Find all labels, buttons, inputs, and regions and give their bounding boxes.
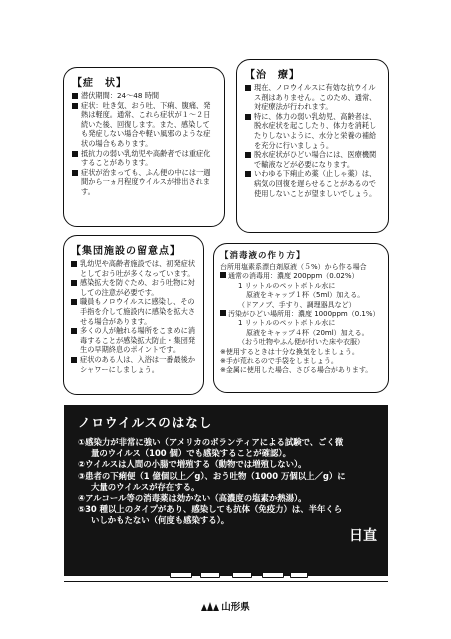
- board-signature: 日直: [349, 528, 377, 544]
- treatment-item: 現在、ノロウイルスに有効な抗ウイルス剤はありません。このため、通常、対症療法が行われます。: [245, 83, 380, 112]
- board-item: ④アルコール等の消毒薬は効かない（高濃度の塩素か熱湯）。: [78, 493, 307, 504]
- chalk-icon: [290, 572, 308, 578]
- treatment-item: いわゆる下痢止め薬（止しゃ薬）は、病気の回復を遅らせることがあるので使用しないことが望ましいでしょう。: [245, 169, 380, 198]
- facility-title: 【集団施設の留意点】: [71, 246, 181, 257]
- facility-item: 多くの人が触れる場所をこまめに消毒することが感染拡大防止・集団発生の早期終息のポイントです。: [71, 326, 196, 355]
- disinfectant-box: [213, 243, 389, 393]
- board-item: ②ウイルスは人間の小腸で増殖する（動物では増殖しない）。: [78, 459, 307, 470]
- treatment-title: 【治 療】: [245, 70, 300, 81]
- chalk-ledge: [64, 575, 388, 582]
- symptoms-item: 抵抗力の弱い乳幼児や高齢者では重症化することがあります。: [72, 149, 216, 168]
- symptoms-list: [72, 91, 216, 197]
- facility-item: 乳幼児や高齢者施設では、初発症状としておう吐が多くなっています。: [71, 259, 196, 278]
- board-item: ⑤30 種以上のタイプがあり、感染しても抗体（免疫力）は、半年くら いしかもたない（何度も感染する）。: [78, 504, 343, 526]
- footer: [0, 599, 451, 614]
- facility-item: 職員もノロウイルスに感染し、その手指を介して施設内に感染を拡大させる場合があります。: [71, 297, 196, 326]
- disinfectant-note: ※手が荒れるので手袋をしましょう。: [220, 357, 338, 366]
- chalk-icon: [232, 572, 252, 578]
- disinfectant-title: 【消毒液の作り方】: [220, 251, 306, 261]
- disinfectant-line: （おう吐物やふん便が付いた床や衣服）: [238, 338, 364, 347]
- disinfectant-line: 通常の消毒用：濃度 200ppm（0.02%）: [220, 272, 382, 281]
- symptoms-box: [63, 67, 225, 227]
- symptoms-item: 潜伏期間：24～48 時間: [72, 91, 216, 101]
- facility-item: 感染拡大を防ぐため、おう吐物に対しての注意が必要です。: [71, 278, 196, 297]
- facility-item: 症状のある人は、入浴は一番最後かシャワーにしましょう。: [71, 355, 196, 374]
- disinfectant-line: 原液をキャップ１杯（5ml）加える。: [246, 291, 365, 300]
- disinfectant-line: 汚染がひどい場所用：濃度 1000ppm（0.1%）: [220, 310, 382, 319]
- facility-box: [63, 235, 204, 395]
- bullet-square-icon: [220, 272, 226, 278]
- disinfectant-line: 原液をキャップ４杯（20ml）加える。: [246, 328, 369, 337]
- treatment-item: 特に、体力の弱い乳幼児、高齢者は、脱水症状を起こしたり、体力を消耗したりしないように、水分と栄養の補給を充分に行いましょう。: [245, 112, 380, 150]
- yamagata-logo-icon: [201, 602, 219, 614]
- chalk-icon: [262, 572, 284, 578]
- symptoms-item: 症状：吐き気、おう吐、下痢、腹痛、発熱は軽度。通常、これら症状が１～２日続いた後、回復します。また、感染しても発症しない場合や軽い風邪のような症状の場合もあります。: [72, 101, 216, 149]
- chalk-icon: [200, 572, 220, 578]
- board-item: ③患者の下痢便（1 億個以上／g）、おう吐物（1000 万個以上／g）に 大量のウイルスが存在する。: [78, 470, 346, 492]
- disinfectant-line: （ドアノブ、手すり、調理器具など）: [238, 300, 356, 309]
- treatment-list: [245, 83, 380, 198]
- chalk-icon: [170, 572, 192, 578]
- blackboard: [64, 405, 388, 575]
- disinfectant-line: 1 リットルのペットボトル水に: [238, 319, 336, 328]
- facility-list: [71, 259, 196, 374]
- footer-org: 山形県: [221, 602, 250, 613]
- disinfectant-line: 1 リットルのペットボトル水に: [238, 281, 336, 290]
- treatment-item: 脱水症状がひどい場合には、医療機関で輸液などが必要になります。: [245, 150, 380, 169]
- board-title: ノロウイルスのはなし: [78, 415, 213, 430]
- symptoms-title: 【症 状】: [72, 78, 127, 89]
- symptoms-item: 症状が治まっても、ふん便の中には一週間から一ヵ月程度ウイルスが排出されます。: [72, 168, 216, 197]
- disinfectant-note: ※金属に使用した場合、さびる場合があります。: [220, 366, 373, 375]
- bullet-square-icon: [220, 310, 226, 316]
- treatment-box: [236, 59, 389, 233]
- board-item: ①感染力が非常に強い（アメリカのボランティアによる試験で、ごく微 量のウイルス（100 個）でも感染することが確認）。: [78, 437, 344, 459]
- disinfectant-line: 台所用塩素系漂白剤原液（５%）から作る場合: [220, 263, 367, 271]
- disinfectant-note: ※使用するときは十分な換気をしましょう。: [220, 347, 359, 356]
